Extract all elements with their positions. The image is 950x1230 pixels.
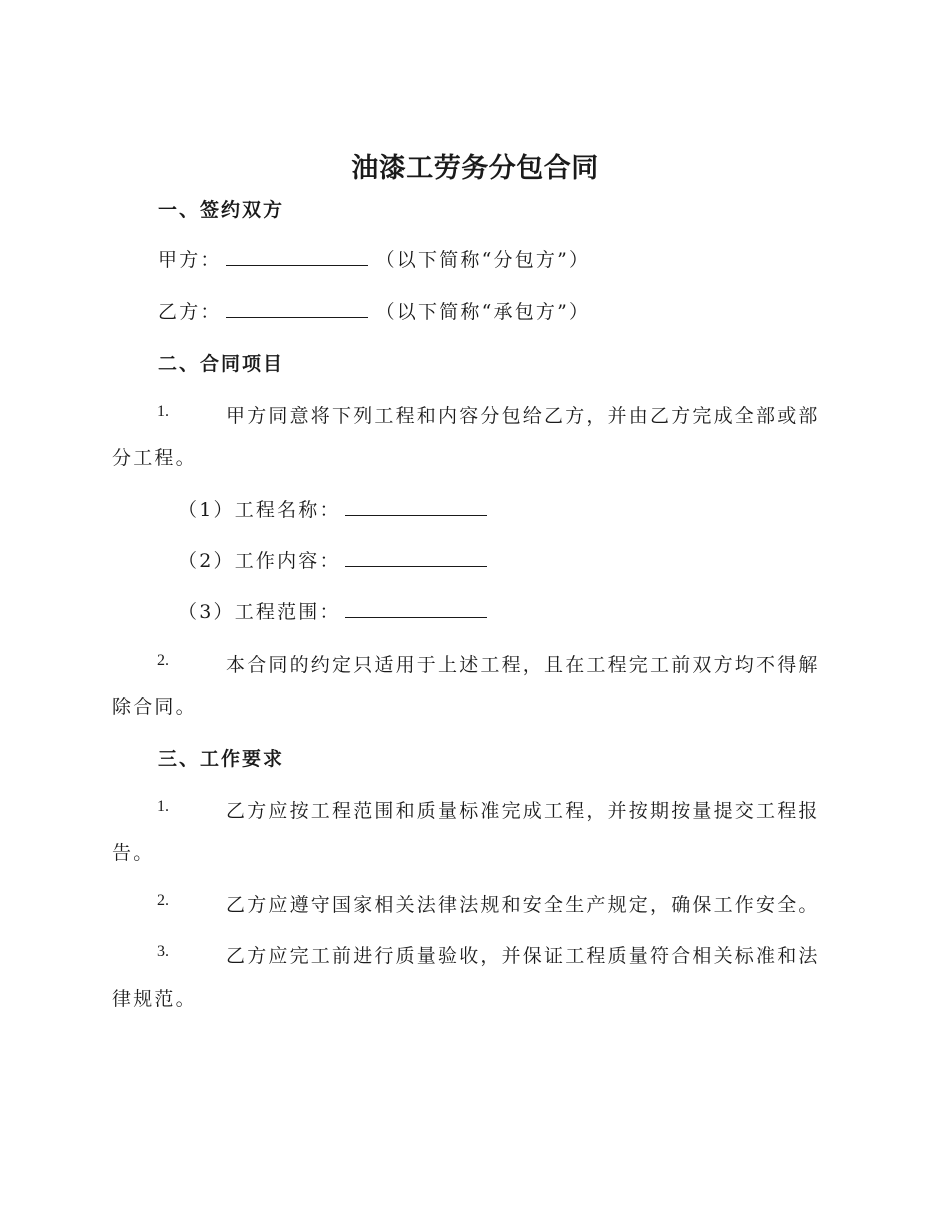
party-b-blank xyxy=(226,301,368,318)
clause-text: 甲方同意将下列工程和内容分包给乙方，并由乙方完成全部或部 xyxy=(226,405,820,427)
clause-text: 乙方应完工前进行质量验收，并保证工程质量符合相关标准和法 xyxy=(226,945,820,967)
item-number: 3. xyxy=(157,943,169,960)
section-heading-signing-parties: 一、签约双方 xyxy=(158,199,285,221)
project-scope-line xyxy=(178,597,495,624)
item-number: 1. xyxy=(157,798,169,815)
party-b-label: 乙方： xyxy=(158,301,222,323)
project-name-label: （1）工程名称： xyxy=(178,499,341,521)
clause-text-continued: 除合同。 xyxy=(112,696,197,718)
work-content-label: （2）工作内容： xyxy=(178,550,341,572)
clause-text: 本合同的约定只适用于上述工程，且在工程完工前双方均不得解 xyxy=(226,654,820,676)
clause-text-continued: 告。 xyxy=(112,842,155,864)
clause-text-continued: 律规范。 xyxy=(112,988,197,1010)
party-a-label: 甲方： xyxy=(158,249,222,271)
party-a-note: （以下简称“分包方”） xyxy=(375,249,591,271)
project-name-blank xyxy=(345,499,487,516)
clause-text: 乙方应遵守国家相关法律法规和安全生产规定，确保工作安全。 xyxy=(226,894,820,916)
project-scope-label: （3）工程范围： xyxy=(178,601,341,623)
item-number: 1. xyxy=(157,403,169,420)
document-title: 油漆工劳务分包合同 xyxy=(351,153,599,184)
item-number: 2. xyxy=(157,652,169,669)
clause-text: 乙方应按工程范围和质量标准完成工程，并按期按量提交工程报 xyxy=(226,800,820,822)
party-a-blank xyxy=(226,249,368,266)
section-heading-contract-items: 二、合同项目 xyxy=(158,353,285,375)
item-number: 2. xyxy=(157,892,169,909)
party-b-line xyxy=(158,297,590,324)
section-heading-work-requirements: 三、工作要求 xyxy=(158,748,285,770)
party-b-note: （以下简称“承包方”） xyxy=(375,301,591,323)
project-scope-blank xyxy=(345,601,487,618)
work-content-line xyxy=(178,546,495,573)
clause-text-continued: 分工程。 xyxy=(112,447,197,469)
party-a-line xyxy=(158,245,590,272)
project-name-line xyxy=(178,495,495,522)
work-content-blank xyxy=(345,550,487,567)
